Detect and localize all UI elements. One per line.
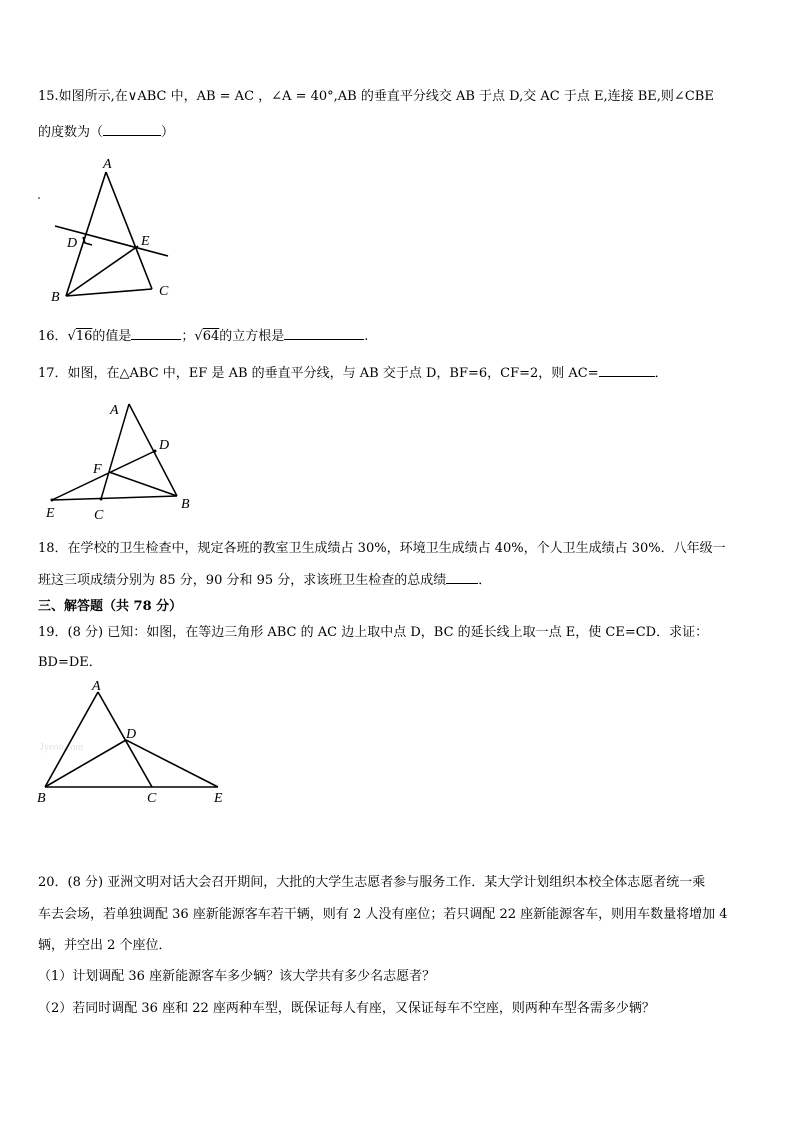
q18-period: ． <box>478 573 492 588</box>
sqrt-16-radicand: 16 <box>75 329 93 344</box>
q17-label-c: C <box>94 508 104 523</box>
q19-side-ac <box>98 692 152 787</box>
q19-label-e: E <box>214 791 223 806</box>
q19-text-line1: 19．(8 分) 已知：如图，在等边三角形 ABC 的 AC 边上取中点 D，BC 的延长线上取一点 E，使 CE=CD．求证： <box>38 625 709 640</box>
q15-suffix: ） <box>161 125 175 140</box>
q16-number: 16． <box>38 329 68 344</box>
q18-text-line1: 18．在学校的卫生检查中，规定各班的教室卫生成绩占 30%，环境卫生成绩占 40%，个人卫生成绩占 30%．八年级一 <box>38 541 726 556</box>
q16-text-value: 的值是 <box>92 329 132 344</box>
q19-label-b: B <box>37 791 46 806</box>
sqrt-16: √16 <box>67 329 93 344</box>
q17-period: ． <box>654 366 668 381</box>
q17-label-e: E <box>46 506 55 521</box>
q17-question: 17．如图，在△ABC 中，EF 是 AB 的垂直平分线，与 AB 交于点 D，BF=6，CF=2，则 AC= <box>38 366 599 381</box>
q19-side-ab <box>45 692 98 787</box>
q20-text-line1: 20．(8 分) 亚洲文明对话大会召开期间，大批的大学生志愿者参与服务工作．某大学计划组织本校全体志愿者统一乘 <box>38 875 706 890</box>
q17-label-b: B <box>181 497 190 512</box>
q19-label-a: A <box>92 679 101 694</box>
q15-text-line1: 15.如图所示,在∨ABC 中，AB = AC ，∠A = 40°,AB 的垂直平分线交 AB 于点 D,交 AC 于点 E,连接 BE,则∠CBE <box>38 89 714 104</box>
q19-segment-de <box>126 740 218 787</box>
q15-label-a: A <box>103 157 112 172</box>
q17-label-f: F <box>93 462 102 477</box>
q16-period: . <box>364 329 369 344</box>
sqrt-64-radicand: 64 <box>202 329 220 344</box>
q19-text-line2: BD=DE． <box>38 655 102 670</box>
q16-separator: ； <box>181 329 195 344</box>
watermark-logo: Jyeoo.com <box>40 742 84 753</box>
q17-label-a: A <box>110 403 119 418</box>
q17-label-d: D <box>159 438 170 453</box>
q16-text-cuberoot: 的立方根是 <box>219 329 285 344</box>
q15-label-d: D <box>67 236 78 251</box>
q15-label-e: E <box>141 234 150 249</box>
q20-subquestion-1: （1）计划调配 36 座新能源客车多少辆？该大学共有多少名志愿者？ <box>38 969 436 984</box>
section-title: 三、解答题（共 78 分） <box>38 599 183 614</box>
q20-subquestion-2: （2）若同时调配 36 座和 22 座两种车型，既保证每人有座，又保证每车不空座，则两种车型各需多少辆？ <box>38 1001 655 1016</box>
q20-text-line3: 辆，并空出 2 个座位． <box>38 938 172 953</box>
q15-prefix: 的度数为（ <box>38 125 104 140</box>
q15-label-b: B <box>51 290 60 305</box>
q18-question: 班这三项成绩分别为 85 分，90 分和 95 分，求该班卫生检查的总成绩 <box>38 573 447 588</box>
q20-text-line2: 车去会场，若单独调配 36 座新能源客车若干辆，则有 2 人没有座位；若只调配 22 座新能源客车，则用车数量将增加 4 <box>38 907 728 922</box>
q19-label-d: D <box>126 727 137 742</box>
q19-label-c: C <box>147 791 157 806</box>
sqrt-64: √64 <box>194 329 220 344</box>
q15-label-c: C <box>159 284 169 299</box>
